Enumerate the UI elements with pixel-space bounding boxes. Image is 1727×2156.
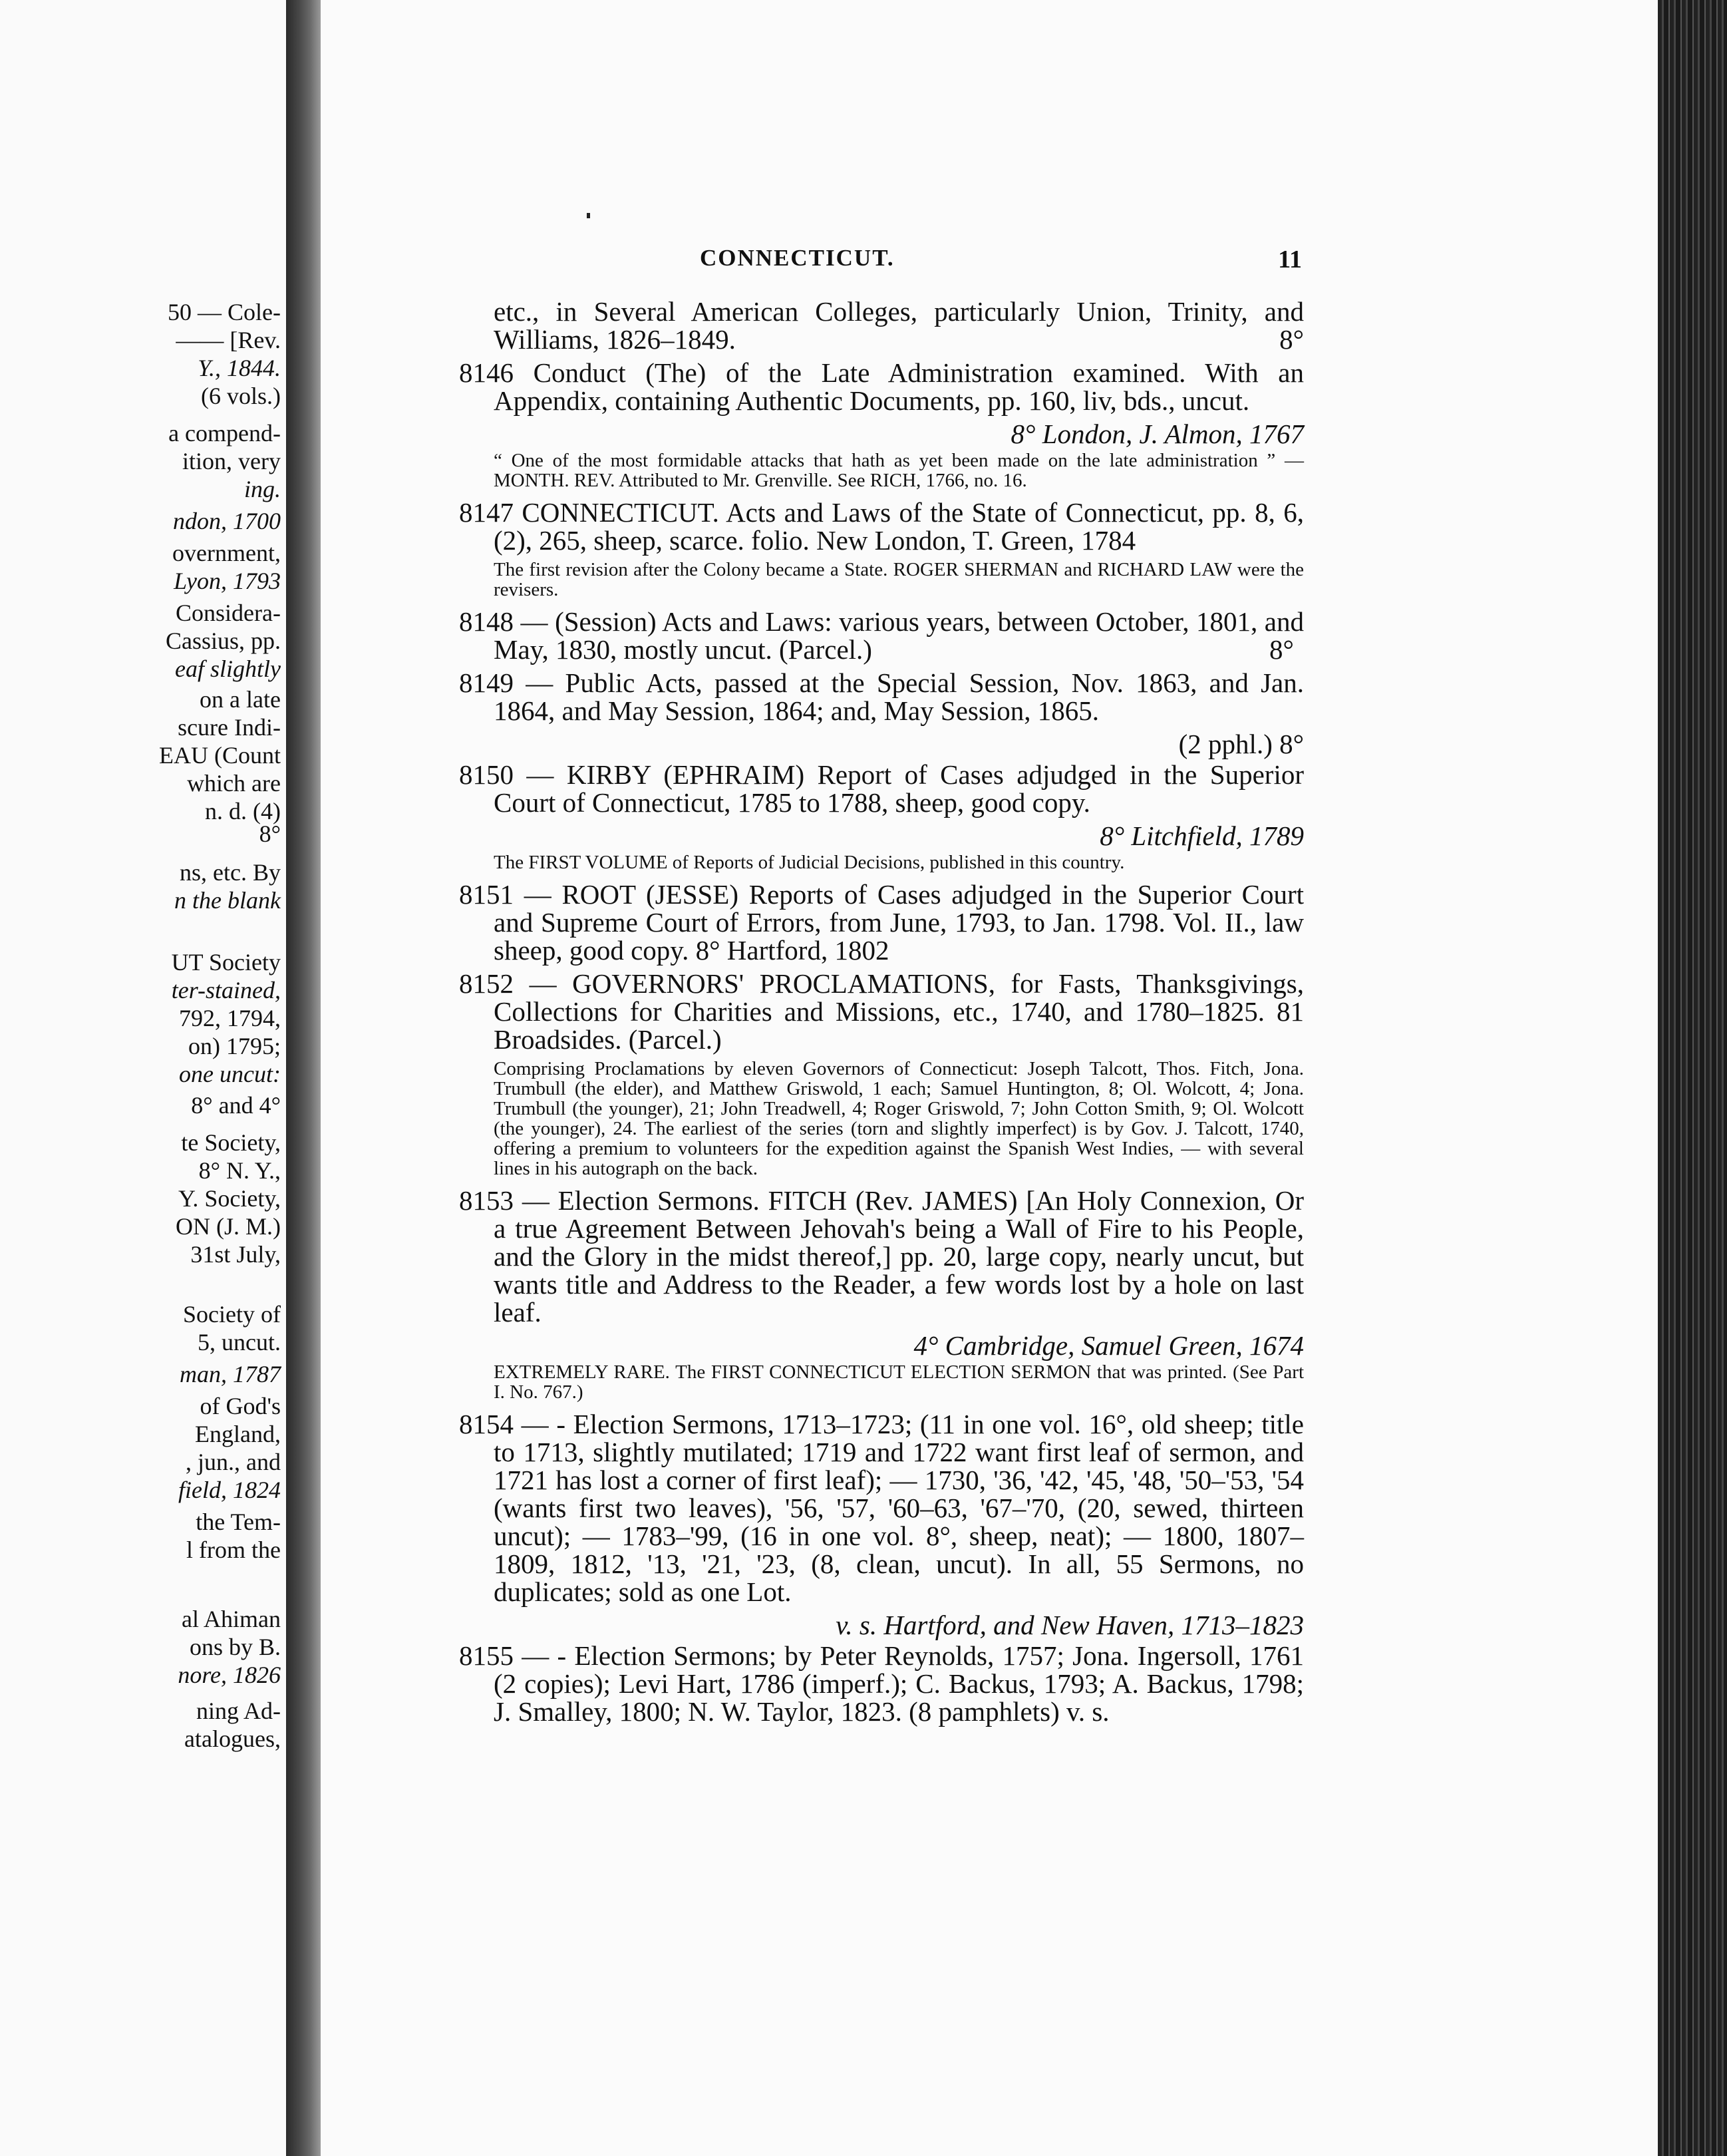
catalog-entry [459, 970, 1304, 1053]
left-line: ndon, 1700 [173, 508, 281, 534]
catalog-entry [459, 880, 1304, 964]
left-line: 50 — Cole- [168, 299, 281, 325]
entry-body: 8154 — - Election Sermons, 1713–1723; (11 in one vol. 16°, old sheep; title to 1713, slightly mutilated; 1719 and 1722 want first leaf of sermon, and 1721 has lost a corner of first leaf); — 1730, '36, '42, '45, '48, '50–'53, '54 (wants first two leaves), '56, '57, '60–63, '67–'70, (20, sewed, thirteen uncut); — 1783–'99, (16 in one vol. 8°, sheep, neat); — 1800, 1807–1809, 1812, '13, '21, '23, (8, clean, uncut). In all, 55 Sermons, no duplicates; sold as one Lot. [459, 1409, 1304, 1607]
catalog-entry [459, 359, 1304, 415]
catalog-entry [459, 1642, 1304, 1725]
left-line: ns, etc. By [180, 859, 281, 886]
entry-note: EXTREMELY RARE. The FIRST CONNECTICUT ELECTION SERMON that was printed. (See Part I. No. 767.) [494, 1361, 1304, 1403]
entry-body: 8149 — Public Acts, passed at the Special Session, Nov. 1863, and Jan. 1864, and May Session, 1864; and, May Session, 1865. [459, 667, 1304, 726]
catalog-entry [459, 761, 1304, 816]
left-line: n the blank [174, 887, 281, 914]
left-line: on) 1795; [188, 1033, 281, 1059]
entry-body: 8152 — GOVERNORS' PROCLAMATIONS, for Fasts, Thanksgivings, Collections for Charities and Missions, etc., 1740, and 1780–1825. 81 Broadsides. (Parcel.) [459, 968, 1304, 1055]
left-line: atalogues, [184, 1725, 281, 1752]
left-line: (6 vols.) [201, 383, 281, 409]
book-gutter [286, 0, 321, 2156]
left-line: 8° and 4° [191, 1092, 281, 1119]
book-edge [1658, 0, 1727, 2156]
left-line: ition, very [182, 448, 281, 474]
left-line: nore, 1826 [178, 1662, 281, 1688]
left-line: eaf slightly [175, 655, 281, 682]
entry-body: 8146 Conduct (The) of the Late Administration examined. With an Appendix, containing Authentic Documents, pp. 160, liv, bds., uncut. [459, 357, 1304, 416]
left-line: England, [195, 1421, 281, 1447]
left-line: 5, uncut. [198, 1329, 281, 1355]
left-line: n. d. (4) [205, 798, 281, 824]
left-line: on a late [200, 686, 281, 713]
left-line: Y., 1844. [198, 355, 281, 381]
running-header [321, 245, 1302, 278]
entry-imprint: 4° Cambridge, Samuel Green, 1674 [913, 1330, 1304, 1361]
entry-body: 8151 — ROOT (JESSE) Reports of Cases adjudged in the Superior Court and Supreme Court of Errors, from June, 1793, to Jan. 1798. Vol. II., law sheep, good copy. 8° Hartford, 1802 [459, 879, 1304, 966]
left-line: 8° N. Y., [198, 1157, 281, 1184]
catalog-entry: 8148 — (Session) Acts and Laws: various years, between October, 1801, and May, 1830, mostly uncut. (Parcel.) 8° [459, 606, 1304, 665]
entry-body: 8148 — (Session) Acts and Laws: various years, between October, 1801, and May, 1830, mostly uncut. (Parcel.) [459, 606, 1304, 665]
left-line: Y. Society, [178, 1185, 281, 1212]
left-line: ter-stained, [171, 977, 281, 1003]
catalog-entry [459, 1410, 1304, 1606]
left-line: field, 1824 [178, 1477, 281, 1503]
left-line: ing. [243, 476, 281, 502]
entry-body: 8147 CONNECTICUT. Acts and Laws of the State of Connecticut, pp. 8, 6, (2), 265, sheep, scarce. folio. New London, T. Green, 1784 [459, 497, 1304, 556]
left-line: Cassius, pp. [165, 628, 281, 654]
catalog-entry [459, 669, 1304, 725]
left-line: al Ahiman [182, 1606, 281, 1632]
left-line: a compend- [168, 420, 281, 447]
left-line: Lyon, 1793 [174, 568, 281, 594]
entry-format: 8° [1279, 324, 1304, 355]
entry-body: etc., in Several American Colleges, particularly Union, Trinity, and Williams, 1826–1849. [494, 296, 1304, 355]
entry-note: Comprising Proclamations by eleven Governors of Connecticut: Joseph Talcott, Thos. Fitch, Jona. Trumbull (the elder), and Matthew Griswold, 1 each; Samuel Huntington, 8; Ol. Wolcott, 4; Jona. Trumbull (the younger), 21; John Treadwell, 4; Roger Griswold, 7; John Cotton Smith, 9; Ol. Wolcott (the younger), 24. The earliest of the series (torn and slightly imperfect) is by Gov. J. Talcott, 1740, offering a premium to volunteers for the expedition against the Spanish West Indies, — with several lines in his autograph on the back. [494, 1058, 1304, 1179]
left-page [0, 0, 286, 2156]
entry-body: 8155 — - Election Sermons; by Peter Reynolds, 1757; Jona. Ingersoll, 1761 (2 copies); Levi Hart, 1786 (imperf.); C. Backus, 1793; A. Backus, 1798; J. Smalley, 1800; N. W. Taylor, 1823. (8 pamphlets) v. s. [459, 1640, 1304, 1727]
entry-imprint: v. s. Hartford, and New Haven, 1713–1823 [836, 1610, 1304, 1640]
entry-imprint: (2 pphl.) 8° [1178, 729, 1304, 759]
left-line: ON (J. M.) [176, 1213, 281, 1240]
left-line: ons by B. [189, 1634, 281, 1660]
entry-imprint: 8° London, J. Almon, 1767 [1011, 419, 1304, 449]
left-line: scure Indi- [178, 714, 281, 741]
catalog-entry [459, 1186, 1304, 1326]
left-line: one uncut: [179, 1061, 281, 1087]
entry-body: 8153 — Election Sermons. FITCH (Rev. JAMES) [An Holy Connexion, Or a true Agreement Between Jehovah's being a Wall of Fire to his People, and the Glory in the midst thereof,] pp. 20, large copy, nearly uncut, but wants title and Address to the Reader, a few words lost by a hole on last leaf. [459, 1185, 1304, 1328]
entry-note: “ One of the most formidable attacks that hath as yet been made on the late administration ” — MONTH. REV. Attributed to Mr. Grenville. See RICH, 1766, no. 16. [494, 450, 1304, 491]
catalog-entry [459, 297, 1304, 353]
catalog-column [459, 297, 1304, 1731]
left-line: overnment, [172, 540, 281, 566]
left-line: , jun., and [186, 1449, 281, 1475]
left-line: EAU (Count [159, 742, 281, 769]
left-line: 792, 1794, [179, 1005, 281, 1031]
left-line: 31st July, [190, 1241, 281, 1268]
left-line: man, 1787 [180, 1361, 281, 1387]
left-line: Society of [183, 1301, 281, 1328]
entry-note: The first revision after the Colony became a State. ROGER SHERMAN and RICHARD LAW were the revisers. [494, 559, 1304, 600]
left-line: the Tem- [196, 1509, 281, 1535]
right-page [321, 0, 1658, 2156]
ink-speck [587, 213, 590, 218]
left-line: te Society, [181, 1129, 281, 1156]
left-line: UT Society [171, 949, 281, 976]
entry-imprint: 8° Litchfield, 1789 [1100, 820, 1304, 851]
page-number: 11 [1278, 246, 1302, 273]
left-line: ning Ad- [196, 1698, 281, 1724]
left-line: —— [Rev. [176, 327, 281, 353]
catalog-entry [459, 498, 1304, 554]
left-line: of God's [200, 1393, 281, 1419]
entry-body: 8150 — KIRBY (EPHRAIM) Report of Cases adjudged in the Superior Court of Connecticut, 1785 to 1788, sheep, good copy. [459, 759, 1304, 818]
left-line: Considera- [176, 600, 281, 626]
left-line: l from the [186, 1536, 281, 1563]
entry-note: The FIRST VOLUME of Reports of Judicial Decisions, published in this country. [494, 852, 1125, 873]
left-line: which are [187, 770, 281, 797]
left-line: 8° [259, 820, 281, 847]
page-title: CONNECTICUT. [700, 245, 895, 271]
